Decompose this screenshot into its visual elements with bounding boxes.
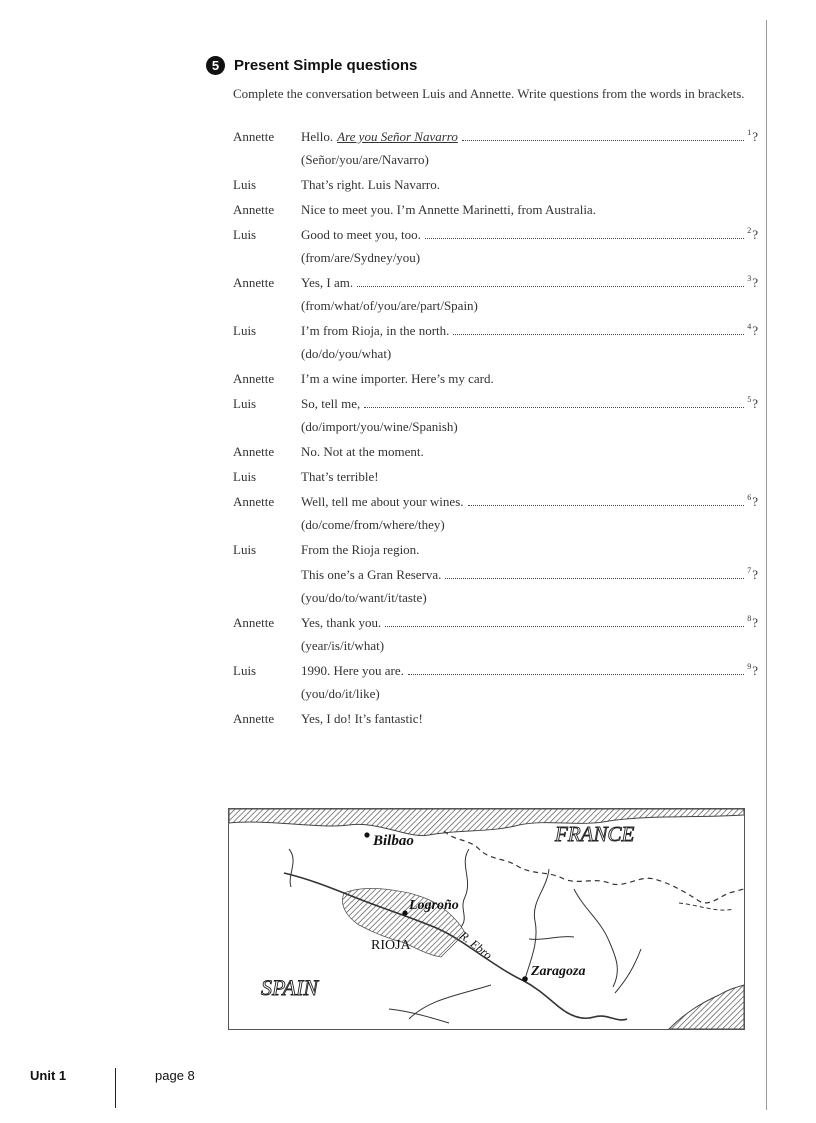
question-number: 2 [747, 226, 752, 235]
dialogue-line [233, 710, 758, 727]
speaker-name: Annette [233, 615, 275, 630]
question-number: 9 [747, 662, 752, 671]
dialogue-line [233, 566, 758, 585]
line-content [301, 226, 758, 245]
france-label: FRANCE [555, 822, 635, 846]
line-content [301, 468, 758, 485]
page-edge-rule [766, 20, 767, 1110]
speech-text: 1990. Here you are. [301, 663, 404, 678]
exercise-instructions: Complete the conversation between Luis and Annette. Write questions from the words in brackets. [233, 86, 745, 101]
question-number: 6 [747, 493, 752, 502]
word-hint: (do/come/from/where/they) [301, 517, 445, 532]
word-hint: (from/are/Sydney/you) [301, 250, 421, 265]
question-number: 4 [747, 322, 752, 331]
answer-blank[interactable] [408, 674, 744, 675]
speaker-name: Annette [233, 275, 275, 290]
speech-text: Well, tell me about your wines. [301, 494, 464, 509]
footer-page-number: page 8 [155, 1068, 195, 1083]
river-ebro [284, 873, 627, 1020]
answer-blank[interactable] [357, 286, 744, 287]
line-content [301, 566, 758, 585]
word-hint: (you/do/it/like) [301, 686, 380, 701]
speaker-name: Annette [233, 711, 275, 726]
dialogue-line [233, 662, 758, 681]
logrono-label: Logroño [409, 898, 459, 913]
dialogue-line [233, 443, 758, 460]
bilbao-label: Bilbao [373, 833, 414, 849]
line-content [301, 395, 758, 414]
line-content [301, 128, 758, 147]
dialogue-line [233, 370, 758, 387]
question-mark: ? [752, 129, 758, 144]
dialogue-line [233, 176, 758, 193]
tributary-1 [289, 849, 293, 887]
speaker-name: Annette [233, 129, 275, 144]
tributary-9 [679, 903, 734, 910]
speech-text: No. Not at the moment. [301, 444, 424, 459]
speech-text: That’s right. Luis Navarro. [301, 177, 440, 192]
sea-bay-of-biscay [229, 809, 744, 836]
exercise-header [206, 56, 417, 75]
speaker-name: Annette [233, 371, 275, 386]
tributary-5 [615, 949, 641, 993]
tributary-2 [461, 849, 469, 927]
example-answer: Are you Señor Navarro [337, 129, 458, 144]
spain-label: SPAIN [261, 975, 319, 1000]
word-hint: (Señor/you/are/Navarro) [301, 152, 429, 167]
speaker-name: Luis [233, 542, 257, 557]
word-hint: (year/is/it/what) [301, 638, 385, 653]
ebro-label: R. Ebro [457, 928, 495, 963]
dialogue-line [233, 201, 758, 218]
line-content [301, 201, 758, 218]
line-content [301, 662, 758, 681]
speech-text: So, tell me, [301, 396, 361, 411]
question-mark: ? [752, 275, 758, 290]
dialogue-line [233, 226, 758, 245]
zaragoza-dot [522, 976, 528, 982]
question-number: 1 [747, 128, 752, 137]
answer-blank[interactable] [468, 505, 745, 506]
word-hint: (do/do/you/what) [301, 346, 392, 361]
dialogue-line [233, 128, 758, 147]
dialogue [233, 128, 758, 735]
line-content [301, 710, 758, 727]
line-content [301, 176, 758, 193]
question-number: 7 [747, 566, 752, 575]
dialogue-line [233, 274, 758, 293]
word-hint: (from/what/of/you/are/part/Spain) [301, 298, 478, 313]
tributary-6 [409, 985, 491, 1019]
dialogue-line [233, 614, 758, 633]
dialogue-line [233, 322, 758, 341]
speaker-name: Luis [233, 177, 257, 192]
speech-text: Hello. [301, 129, 334, 144]
footer-divider [115, 1068, 116, 1108]
tributary-3 [525, 869, 549, 979]
question-mark: ? [752, 567, 758, 582]
speaker-name: Luis [233, 469, 257, 484]
question-number: 3 [747, 274, 752, 283]
speaker-name: Luis [233, 396, 257, 411]
answer-blank[interactable] [385, 626, 744, 627]
answer-blank[interactable] [453, 334, 744, 335]
footer-unit: Unit 1 [30, 1068, 67, 1083]
line-content [301, 322, 758, 341]
question-number: 5 [747, 395, 752, 404]
speaker-name: Annette [233, 494, 275, 509]
answer-blank[interactable] [364, 407, 744, 408]
exercise-number-badge: 5 [206, 56, 225, 75]
speech-text: I’m a wine importer. Here’s my card. [301, 371, 494, 386]
line-content [301, 493, 758, 512]
sea-mediterranean [669, 985, 744, 1029]
line-content [301, 614, 758, 633]
speaker-name: Luis [233, 227, 257, 242]
rioja-label: RIOJA [371, 938, 411, 953]
question-number: 8 [747, 614, 752, 623]
word-hint: (do/import/you/wine/Spanish) [301, 419, 458, 434]
speaker-name: Annette [233, 202, 275, 217]
speech-text: Yes, thank you. [301, 615, 382, 630]
question-mark: ? [752, 494, 758, 509]
speech-text: Yes, I do! It’s fantastic! [301, 711, 423, 726]
speech-text: From the Rioja region. [301, 542, 420, 557]
dialogue-line [233, 541, 758, 558]
line-content [301, 541, 758, 558]
line-content [301, 443, 758, 460]
word-hint: (you/do/to/want/it/taste) [301, 590, 427, 605]
exercise-title: Present Simple questions [234, 57, 418, 74]
bilbao-dot [364, 832, 369, 837]
question-mark: ? [752, 323, 758, 338]
speech-text: Yes, I am. [301, 275, 354, 290]
speech-text: Nice to meet you. I’m Annette Marinetti, from Australia. [301, 202, 596, 217]
dialogue-line [233, 468, 758, 485]
speech-text: This one’s a Gran Reserva. [301, 567, 442, 582]
answer-blank[interactable] [445, 578, 744, 579]
question-mark: ? [752, 396, 758, 411]
speaker-name: Annette [233, 444, 275, 459]
question-mark: ? [752, 227, 758, 242]
answer-blank[interactable] [425, 238, 744, 239]
dialogue-line [233, 395, 758, 414]
line-content [301, 274, 758, 293]
question-mark: ? [752, 615, 758, 630]
rioja-map [228, 808, 745, 1030]
speech-text: I’m from Rioja, in the north. [301, 323, 450, 338]
question-mark: ? [752, 663, 758, 678]
answer-blank[interactable] [462, 140, 744, 141]
logrono-dot [402, 910, 407, 915]
speaker-name: Luis [233, 323, 257, 338]
line-content [301, 370, 758, 387]
speech-text: That’s terrible! [301, 469, 379, 484]
speaker-name: Luis [233, 663, 257, 678]
speech-text: Good to meet you, too. [301, 227, 421, 242]
zaragoza-label: Zaragoza [531, 964, 586, 979]
dialogue-line [233, 493, 758, 512]
